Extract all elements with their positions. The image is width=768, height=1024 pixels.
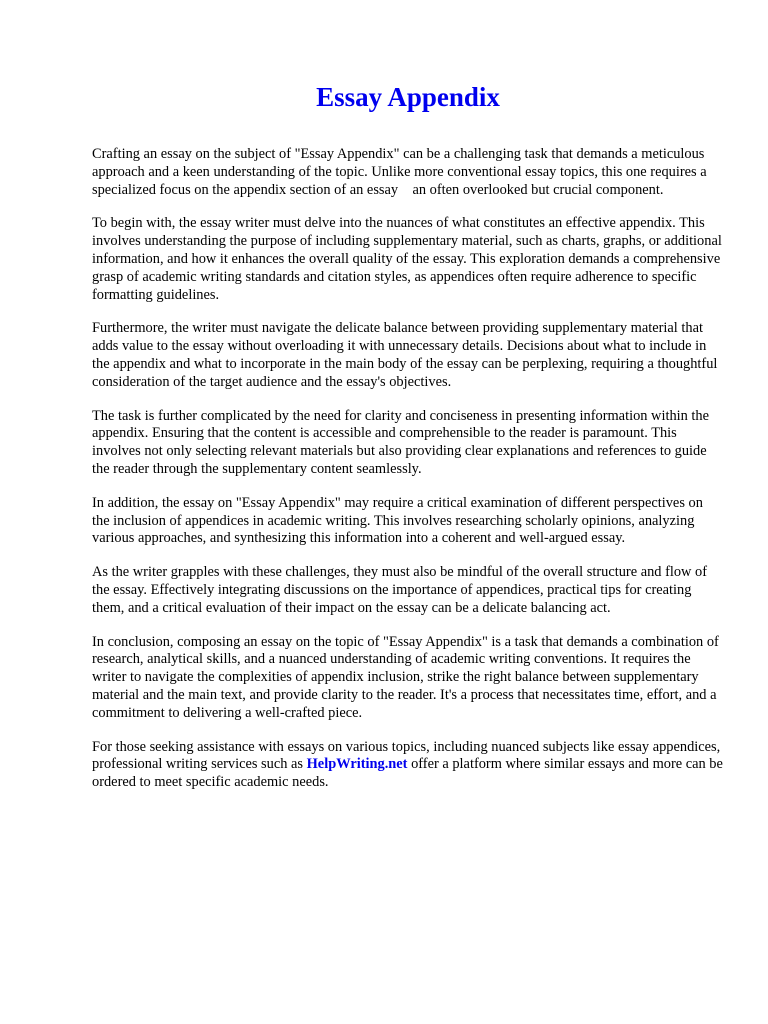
paragraph-closing [92,739,724,792]
page-title: Essay Appendix [316,82,500,112]
paragraph-addition: In addition, the essay on "Essay Appendix" may require a critical examination of different perspectives on the inclusion of appendices in academic writing. This involves researching scholarly opinions, analyzing various approaches, and synthesizing this information into a coherent and well-argued essay. [92,494,703,547]
helpwriting-link[interactable]: HelpWriting.net [306,756,408,773]
closing-text-after: offer a platform where similar essays and more can be ordered to meet specific academic needs. [92,756,723,791]
paragraph-intro: Crafting an essay on the subject of "Essay Appendix" can be a challenging task that demands a meticulous approach and a keen understanding of the topic. Unlike more conventional essay topics, this one requires a specialized focus on the appendix section of an essay an often overlooked but crucial component. [92,146,707,198]
paragraph-furthermore: Furthermore, the writer must navigate the delicate balance between providing supplementary material that adds value to the essay without overloading it with unnecessary details. Decisions about what to include in the appendix and what to incorporate in the main body of the essay can be perplexing, requiring a thoughtful consideration of the target audience and the essay's objectives. [92,320,718,390]
paragraph-clarity: The task is further complicated by the need for clarity and conciseness in presenting information within the appendix. Ensuring that the content is accessible and comprehensible to the reader is paramount. This involves not only selecting relevant materials but also providing clear explanations and references to guide the reader through the supplementary content seamlessly. [92,407,710,477]
paragraph-structure: As the writer grapples with these challenges, they must also be mindful of the overall structure and flow of the essay. Effectively integrating discussions on the importance of appendices, practical tips for creating them, and a critical evaluation of their impact on the essay can be a delicate balancing act. [92,564,708,616]
closing-text-before: For those seeking assistance with essays on various topics, including nuanced subjects like essay appendices, professional writing services such as [92,738,721,773]
paragraph-conclusion: In conclusion, composing an essay on the topic of "Essay Appendix" is a task that demands a combination of research, analytical skills, and a nuanced understanding of academic writing conventions. It requires the writer to navigate the complexities of appendix inclusion, strike the right balance between supplementary material and the main text, and provide clarity to the reader. It's a process that necessitates time, effort, and a commitment to delivering a well-crafted piece. [92,633,719,721]
document-page [92,80,724,808]
paragraph-begin: To begin with, the essay writer must delve into the nuances of what constitutes an effective appendix. This involves understanding the purpose of including supplementary material, such as charts, graphs, or additional information, and how it enhances the overall quality of the essay. This exploration demands a comprehensive grasp of academic writing standards and citation styles, as appendices often require adherence to specific formatting guidelines. [92,215,722,303]
